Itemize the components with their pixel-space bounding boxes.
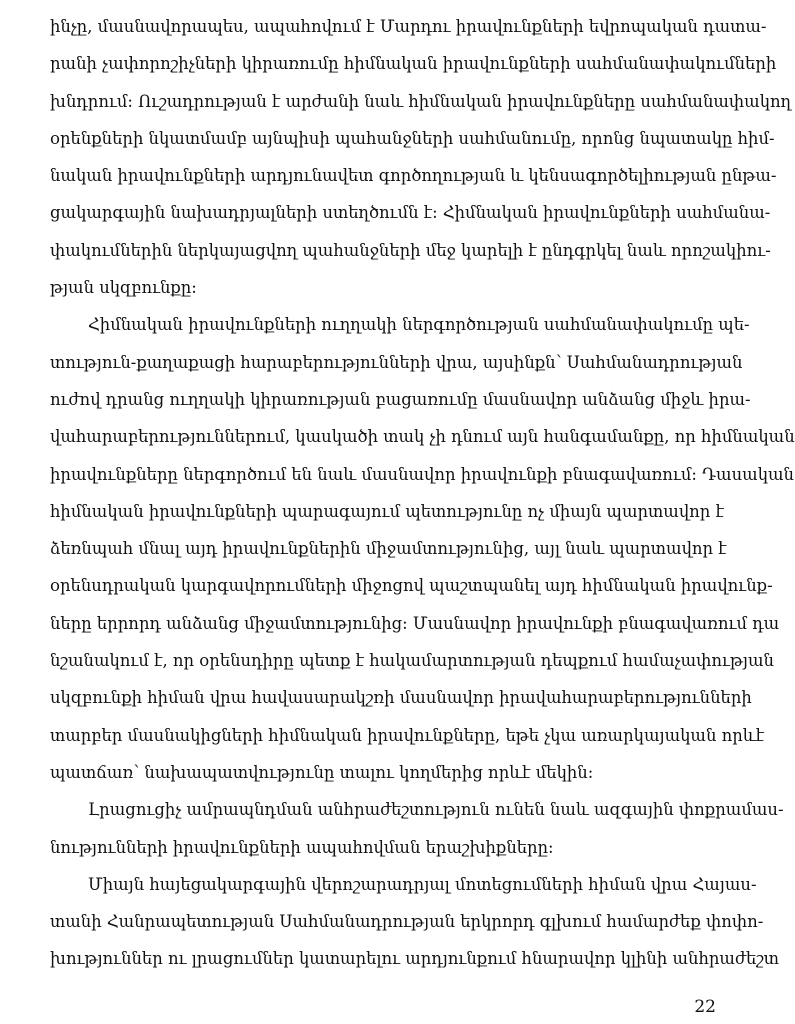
- text-line: իրավունքները ներգործում են նաև մասնավոր իրավունքի բնագավառում: Դասական: [50, 464, 794, 484]
- text-line: րանի չափորոշիչների կիրառումը հիմնական իրավունքների սահմանափակումների: [50, 54, 777, 74]
- text-line: օրենքների նկատմամբ այնպիսի պահանջների սահմանումը, որոնց նպատակը հիմ-: [50, 128, 775, 148]
- page-number: 22: [694, 997, 716, 1017]
- text-line: թյան սկզբունքը:: [50, 278, 197, 298]
- text-line: տարբեր մասնակիցների հիմնական իրավունքները, եթե չկա առարկայական որևէ: [50, 725, 765, 745]
- text-line: ուժով դրանց ուղղակի կիրառության բացառումը մասնավոր անձանց միջև իրա-: [50, 389, 751, 409]
- text-line: նշանակում է, որ օրենսդիրը պետք է հակամարտության դեպքում համաչափության: [50, 651, 774, 671]
- text-line: տություն-քաղաքացի հարաբերությունների վրա, այսինքն՝ Սահմանադրության: [50, 352, 743, 372]
- text-line: Լրացուցիչ ամրապնդման անհրաժեշտություն ունեն նաև ազգային փոքրամաս-: [88, 800, 784, 820]
- text-line: նությունների իրավունքների ապահովման երաշխիքները:: [50, 837, 554, 857]
- text-line: նական իրավունքների արդյունավետ գործողության և կենսագործելիության ընթա-: [50, 166, 777, 186]
- text-line: ները երրորդ անձանց միջամտությունից: Մասնավոր իրավունքի բնագավառում դա: [50, 613, 780, 633]
- text-line: տանի Հանրապետության Սահմանադրության երկրորդ գլխում համարժեք փոփո-: [50, 912, 764, 932]
- text-line: ինչը, մասնավորապես, ապահովում է Մարդու իրավունքների եվրոպական դատա-: [50, 17, 767, 36]
- text-line: հիմնական իրավունքների պարագայում պետությունը ոչ միայն պարտավոր է: [50, 501, 724, 521]
- text-line: ձեռնպահ մնալ այդ իրավունքներին միջամտությունից, այլ նաև պարտավոր է: [50, 539, 727, 559]
- text-line: խնդրում: Ուշադրության է արժանի նաև հիմնական իրավունքները սահմանափակող: [50, 91, 792, 111]
- text-line: փակումներին ներկայացվող պահանջների մեջ կարելի է ընդգրկել նաև որոշակիու-: [50, 240, 771, 260]
- text-line: վահարաբերություններում, կասկածի տակ չի դնում այն հանգամանքը, որ հիմնական: [50, 427, 795, 447]
- text-line: Հիմնական իրավունքների ուղղակի ներգործության սահմանափակումը պե-: [88, 315, 750, 335]
- text-line: օրենսդրական կարգավորումների միջոցով պաշտպանել այդ հիմնական իրավունք-: [50, 576, 773, 596]
- text-line: Միայն հայեցակարգային վերոշարադրյալ մոտեցումների հիման վրա Հայաս-: [88, 874, 757, 894]
- text-line: սկզբունքի հիման վրա հավասարակշռի մասնավոր իրավահարաբերությունների: [50, 688, 752, 708]
- body-text: [50, 8, 795, 978]
- text-line: խություններ ու լրացումներ կատարելու արդյունքում հնարավոր կլինի անհրաժեշտ: [50, 949, 780, 969]
- text-line: ցակարգային նախադրյալների ստեղծումն է: Հիմնական իրավունքների սահմանա-: [50, 203, 771, 223]
- text-line: պատճառ՝ նախապատվությունը տալու կողմերից որևէ մեկին:: [50, 762, 594, 782]
